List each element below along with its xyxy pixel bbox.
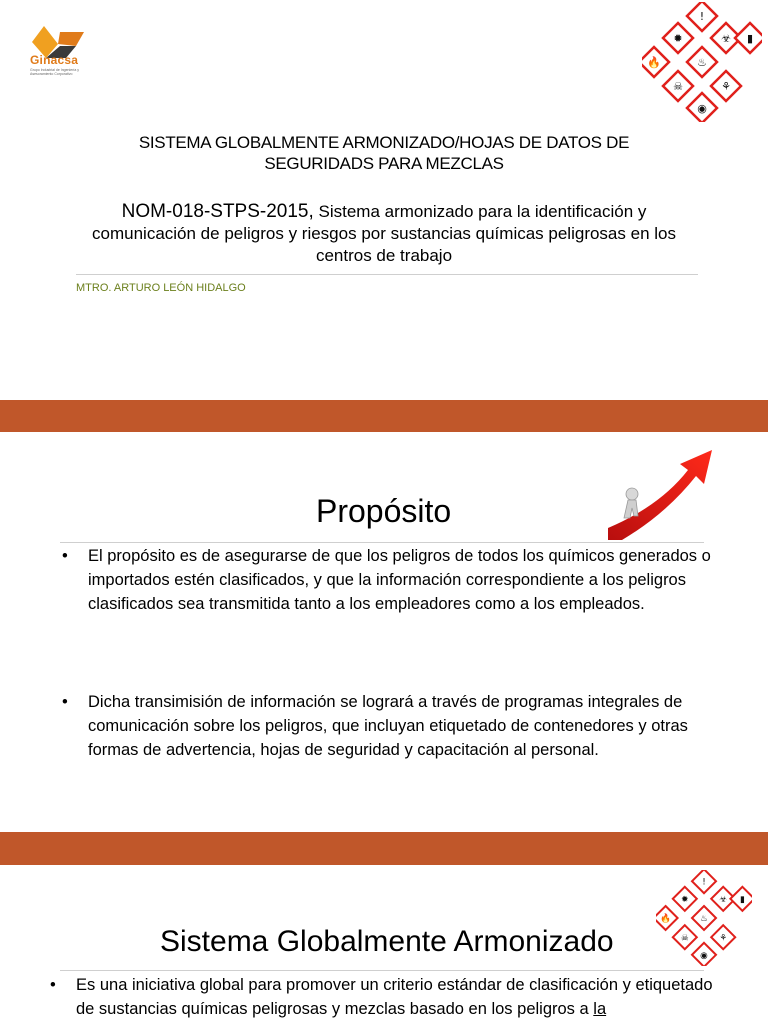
ghs-symbol-icon: 🔥 xyxy=(647,56,661,69)
divider xyxy=(76,274,698,275)
ghs-symbol-icon: ✹ xyxy=(681,895,689,905)
ghs-symbol-icon: ⚘ xyxy=(721,80,731,93)
ghs-symbol-icon: ▮ xyxy=(746,32,754,45)
ghs-symbol-icon: ◉ xyxy=(700,951,708,961)
bullet-text: Es una iniciativa global para promover un criterio estándar de clasificación y etiquetado de sustancias químicas peligrosas y mezclas basado en los peligros a xyxy=(76,976,713,1018)
ghs-pictograms-icon xyxy=(642,2,762,122)
ghs-symbol-icon: ◉ xyxy=(697,102,707,115)
norm-description xyxy=(78,201,690,267)
bullet-item: • El propósito es de asegurarse de que los peligros de todos los químicos generados o importados estén clasificados, y que la información correspondiente a los peligros clasificados sea transmitida tanto a los empleadores como a los empleados. xyxy=(62,544,712,616)
ghs-symbol-icon: ☠ xyxy=(673,80,683,93)
logo-name: Ginacsa xyxy=(30,53,79,67)
title-slide xyxy=(0,0,768,400)
ghs-pictograms-icon xyxy=(656,870,752,966)
slide-separator xyxy=(0,400,768,432)
ghs-symbol-icon: ♨ xyxy=(697,56,707,69)
ghs-symbol-icon: ✹ xyxy=(673,32,683,45)
norm-text: Sistema armonizado para la identificación y comunicación de peligros y riesgos por sustancias químicas peligrosas en los centros de trabajo xyxy=(92,202,676,265)
slide-title: Sistema Globalmente Armonizado xyxy=(160,925,614,958)
purpose-slide xyxy=(0,432,768,832)
logo-subtitle: Grupo Industrial de Ingeniería y Asesoramiento Corporativo xyxy=(30,68,80,76)
bullet-list xyxy=(62,690,712,762)
presentation-title: SISTEMA GLOBALMENTE ARMONIZADO/HOJAS DE DATOS DE SEGURIDADS PARA MEZCLAS xyxy=(138,133,630,173)
ghs-symbol-icon: ☣ xyxy=(721,32,731,45)
author-name: MTRO. ARTURO LEÓN HIDALGO xyxy=(76,282,246,294)
slide-separator xyxy=(0,832,768,865)
divider xyxy=(60,542,704,543)
bullet-list xyxy=(62,544,712,616)
bullet-list xyxy=(50,973,720,1021)
ghs-symbol-icon: ! xyxy=(699,10,705,23)
bullet-item: • Dicha transimisión de información se logrará a través de programas integrales de comunicación sobre los peligros, que incluyan etiquetado de contenedores y otras formas de advertencia, hojas de seguridad y capacitación al personal. xyxy=(62,690,712,762)
norm-code: NOM-018-STPS-2015, xyxy=(121,201,314,222)
divider xyxy=(60,970,704,971)
ghs-symbol-icon: ♨ xyxy=(700,914,708,925)
ghs-symbol-icon: ▮ xyxy=(739,895,745,905)
bullet-item xyxy=(50,973,720,1021)
bullet-underlined-text: la xyxy=(593,1000,607,1018)
ghs-symbol-icon: ☠ xyxy=(680,933,689,944)
ghs-symbol-icon: ⚘ xyxy=(719,933,728,944)
ghs-symbol-icon: 🔥 xyxy=(660,914,672,925)
ghs-symbol-icon: ! xyxy=(702,877,706,888)
growth-arrow-icon xyxy=(604,444,720,540)
ghs-slide xyxy=(0,865,768,1024)
slide-title: Propósito xyxy=(316,493,452,529)
ghs-symbol-icon: ☣ xyxy=(719,895,728,905)
